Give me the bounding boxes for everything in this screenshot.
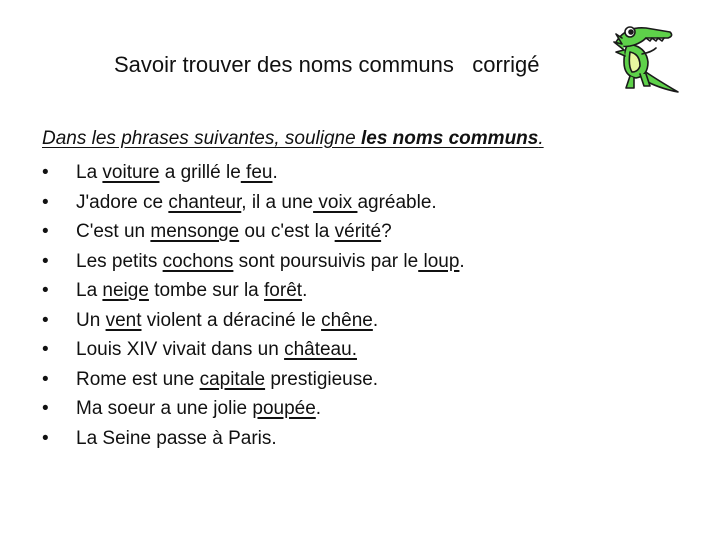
underlined-noun: chanteur	[168, 191, 242, 213]
bullet-icon: •	[42, 309, 49, 331]
underlined-noun: neige	[102, 280, 149, 301]
instruction-prefix: Dans les phrases suivantes, souligne	[42, 128, 361, 149]
sentence-text: C'est un	[76, 221, 151, 242]
underlined-noun: loup	[418, 250, 460, 272]
bullet-icon: •	[42, 221, 49, 242]
underlined-noun: cochons	[162, 250, 234, 272]
sentence-text: , il a une	[241, 191, 314, 213]
sentence-text: prestigieuse.	[265, 368, 379, 390]
sentence-text: .	[459, 250, 465, 272]
sentence-text: ?	[381, 221, 392, 242]
sentence-text: La Seine passe à Paris.	[76, 427, 277, 449]
instruction-suffix: .	[538, 128, 544, 149]
list-item	[42, 158, 465, 188]
sentence-text: Ma soeur a une jolie	[76, 398, 253, 419]
crocodile-icon	[606, 22, 682, 94]
sentence-text: Un	[76, 309, 106, 331]
sentence-text: La	[76, 280, 103, 301]
sentence-text: .	[372, 309, 379, 331]
underlined-noun: capitale	[199, 368, 266, 390]
underlined-noun: feu	[240, 162, 273, 183]
list-item	[42, 394, 465, 424]
list-item	[42, 306, 465, 336]
underlined-noun: poupée	[252, 398, 316, 419]
sentence-text: .	[302, 280, 308, 301]
list-item	[42, 217, 465, 247]
sentence-text: J'adore ce	[76, 191, 169, 213]
list-item	[42, 365, 465, 395]
sentence-text: agréable.	[357, 191, 437, 213]
sentence-text: tombe sur la	[148, 280, 265, 301]
sentence-text: Rome est une	[76, 368, 200, 390]
bullet-icon: •	[42, 191, 49, 213]
underlined-noun: vérité	[334, 221, 382, 242]
instruction-emphasis: les noms communs	[360, 128, 539, 149]
sentence-text: La	[76, 162, 103, 183]
underlined-noun: forêt	[264, 280, 303, 301]
sentence-text: violent a déraciné le	[141, 309, 322, 331]
underlined-noun: vent	[105, 309, 142, 331]
list-item	[42, 188, 465, 218]
underlined-noun: voiture	[102, 162, 160, 183]
underlined-noun: voix	[313, 191, 358, 213]
sentence-text: sont poursuivis par le	[233, 250, 419, 272]
sentence-text: a grillé le	[159, 162, 241, 183]
bullet-icon: •	[42, 250, 49, 272]
bullet-icon: •	[42, 339, 49, 360]
bullet-icon: •	[42, 280, 49, 301]
bullet-icon: •	[42, 162, 49, 183]
bullet-icon: •	[42, 398, 49, 419]
bullet-icon: •	[42, 427, 49, 449]
underlined-noun: chêne	[321, 309, 373, 331]
sentence-text: ou c'est la	[239, 221, 335, 242]
sentence-text: Les petits	[76, 250, 163, 272]
instruction	[42, 128, 544, 150]
list-item	[42, 424, 465, 454]
sentence-text: Louis XIV vivait dans un	[76, 339, 285, 360]
list-item	[42, 335, 465, 365]
list-item	[42, 276, 465, 306]
bullet-icon: •	[42, 368, 49, 390]
sentence-text: .	[315, 398, 322, 419]
sentence-list	[42, 158, 465, 453]
underlined-noun: château.	[284, 339, 357, 360]
sentence-text: .	[272, 162, 278, 183]
page-title: Savoir trouver des noms communs corrigé	[114, 52, 540, 77]
underlined-noun: mensonge	[150, 221, 240, 242]
list-item	[42, 247, 465, 277]
